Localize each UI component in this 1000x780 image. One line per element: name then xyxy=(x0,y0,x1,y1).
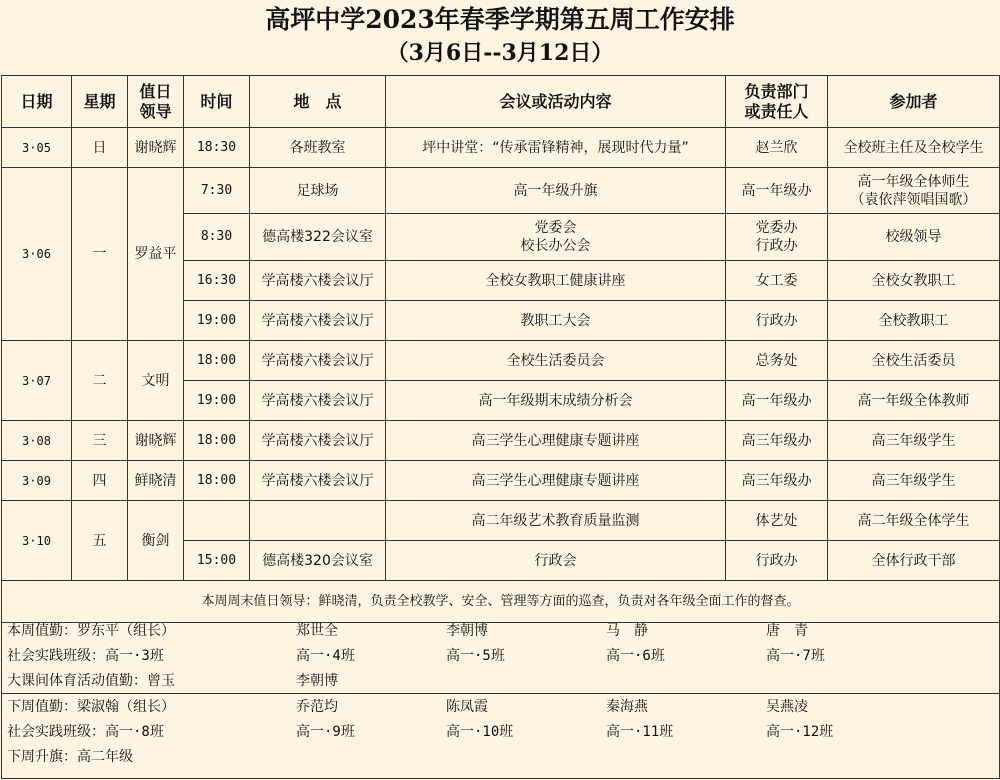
event-content: 高三学生心理健康专题讲座 xyxy=(386,461,726,501)
event-dept: 总务处 xyxy=(726,341,828,381)
table-row xyxy=(2,501,1000,541)
event-place: 学高楼六楼会议厅 xyxy=(250,461,386,501)
day-leader: 鲜晓清 xyxy=(128,461,184,501)
next-week-duty-label: 下周值勤：梁淑翰（组长） xyxy=(7,699,175,715)
day-leader: 文明 xyxy=(128,341,184,421)
recess-duty-row xyxy=(2,668,999,693)
this-week-section xyxy=(2,618,999,693)
practice-class: 高一·5班 xyxy=(446,648,505,664)
event-place: 学高楼六楼会议厅 xyxy=(250,261,386,301)
header-time: 时间 xyxy=(184,76,250,128)
table-row xyxy=(2,168,1000,214)
event-place: 德高楼320会议室 xyxy=(250,541,386,581)
day-leader: 谢晓辉 xyxy=(128,128,184,168)
event-time: 18:00 xyxy=(184,341,250,381)
event-place: 学高楼六楼会议厅 xyxy=(250,381,386,421)
weekend-note-row xyxy=(2,581,1000,623)
practice-class: 高一·7班 xyxy=(766,648,825,664)
duty-member: 郑世全 xyxy=(296,623,338,639)
practice-class: 高一·6班 xyxy=(606,648,665,664)
duty-member: 秦海燕 xyxy=(606,699,648,715)
day-date: 3·08 xyxy=(2,421,72,461)
event-time: 8:30 xyxy=(184,214,250,261)
event-place: 德高楼322会议室 xyxy=(250,214,386,261)
day-weekday: 三 xyxy=(72,421,128,461)
event-content: 行政会 xyxy=(386,541,726,581)
day-weekday: 四 xyxy=(72,461,128,501)
event-content: 全校女教职工健康讲座 xyxy=(386,261,726,301)
next-week-section xyxy=(2,693,999,769)
duty-member: 乔范均 xyxy=(296,699,338,715)
recess-duty-label: 大课间体育活动值勤：曾玉 xyxy=(7,673,175,689)
event-time: 16:30 xyxy=(184,261,250,301)
day-weekday: 一 xyxy=(72,168,128,341)
table-row xyxy=(2,341,1000,381)
this-week-class-row xyxy=(2,643,999,668)
event-participants: 全校教职工 xyxy=(828,301,1000,341)
this-week-duty-label: 本周值勤：罗东平（组长） xyxy=(7,623,175,639)
event-dept: 高一年级办 xyxy=(726,381,828,421)
next-week-flag-row xyxy=(2,744,999,769)
event-content: 高一年级升旗 xyxy=(386,168,726,214)
event-dept: 体艺处 xyxy=(726,501,828,541)
practice-class: 高一·4班 xyxy=(296,648,355,664)
day-date: 3·05 xyxy=(2,128,72,168)
header-participants: 参加者 xyxy=(828,76,1000,128)
event-time: 7:30 xyxy=(184,168,250,214)
event-content: 党委会 校长办公会 xyxy=(386,214,726,261)
event-place: 足球场 xyxy=(250,168,386,214)
header-leader: 值日 领导 xyxy=(128,76,184,128)
event-time: 18:00 xyxy=(184,421,250,461)
recess-member: 李朝博 xyxy=(296,673,338,689)
next-week-class-row xyxy=(2,719,999,744)
practice-class: 高一·11班 xyxy=(606,724,674,740)
duty-member: 李朝博 xyxy=(446,623,488,639)
page-subtitle: （3月6日--3月12日） xyxy=(386,40,614,66)
event-time: 19:00 xyxy=(184,381,250,421)
header-dept: 负责部门 或责任人 xyxy=(726,76,828,128)
weekend-note: 本周周末值日领导：鲜晓清，负责全校教学、安全、管理等方面的巡查，负责对各年级全面工作的督查。 xyxy=(2,581,1000,623)
event-participants: 高一年级全体教师 xyxy=(828,381,1000,421)
event-place: 学高楼六楼会议厅 xyxy=(250,301,386,341)
duty-member: 唐 青 xyxy=(766,623,808,639)
event-dept: 行政办 xyxy=(726,541,828,581)
header-content: 会议或活动内容 xyxy=(386,76,726,128)
day-leader: 衡剑 xyxy=(128,501,184,581)
event-participants: 高二年级全体学生 xyxy=(828,501,1000,541)
header-weekday: 星期 xyxy=(72,76,128,128)
event-content: 高二年级艺术教育质量监测 xyxy=(386,501,726,541)
event-dept: 高三年级办 xyxy=(726,421,828,461)
event-content: 教职工大会 xyxy=(386,301,726,341)
event-dept: 高一年级办 xyxy=(726,168,828,214)
event-time: 19:00 xyxy=(184,301,250,341)
event-dept: 女工委 xyxy=(726,261,828,301)
event-participants: 全校班主任及全校学生 xyxy=(828,128,1000,168)
practice-class: 高一·9班 xyxy=(296,724,355,740)
event-time xyxy=(184,501,250,541)
page-title: 高坪中学2023年春季学期第五周工作安排 xyxy=(265,5,735,34)
duty-member: 陈凤霞 xyxy=(446,699,488,715)
header-date: 日期 xyxy=(2,76,72,128)
day-date: 3·10 xyxy=(2,501,72,581)
duty-member: 马 静 xyxy=(606,623,648,639)
event-participants: 高三年级学生 xyxy=(828,421,1000,461)
day-weekday: 五 xyxy=(72,501,128,581)
this-week-class-label: 社会实践班级：高一·3班 xyxy=(7,648,164,664)
day-weekday: 二 xyxy=(72,341,128,421)
next-week-flag-label: 下周升旗：高二年级 xyxy=(7,749,133,765)
event-dept: 行政办 xyxy=(726,301,828,341)
event-time: 18:30 xyxy=(184,128,250,168)
event-content: 全校生活委员会 xyxy=(386,341,726,381)
duty-member: 吴燕凌 xyxy=(766,699,808,715)
event-dept: 党委办 行政办 xyxy=(726,214,828,261)
event-participants: 校级领导 xyxy=(828,214,1000,261)
event-time: 15:00 xyxy=(184,541,250,581)
this-week-duty-row xyxy=(2,618,999,643)
event-dept: 赵兰欣 xyxy=(726,128,828,168)
next-week-duty-row xyxy=(2,694,999,719)
table-row xyxy=(2,461,1000,501)
event-place xyxy=(250,501,386,541)
header-row xyxy=(2,76,1000,128)
event-place: 学高楼六楼会议厅 xyxy=(250,341,386,381)
event-participants: 全校女教职工 xyxy=(828,261,1000,301)
event-participants: 高一年级全体师生 （袁依萍领唱国歌） xyxy=(828,168,1000,214)
event-participants: 高三年级学生 xyxy=(828,461,1000,501)
day-leader: 罗益平 xyxy=(128,168,184,341)
next-week-class-label: 社会实践班级：高一·8班 xyxy=(7,724,164,740)
table-row xyxy=(2,421,1000,461)
practice-class: 高一·10班 xyxy=(446,724,514,740)
event-content: 高一年级期末成绩分析会 xyxy=(386,381,726,421)
day-weekday: 日 xyxy=(72,128,128,168)
event-place: 学高楼六楼会议厅 xyxy=(250,421,386,461)
table-row xyxy=(2,128,1000,168)
event-content: 坪中讲堂：“传承雷锋精神，展现时代力量” xyxy=(386,128,726,168)
event-time: 18:00 xyxy=(184,461,250,501)
event-participants: 全体行政干部 xyxy=(828,541,1000,581)
event-place: 各班教室 xyxy=(250,128,386,168)
practice-class: 高一·12班 xyxy=(766,724,834,740)
day-leader: 谢晓辉 xyxy=(128,421,184,461)
day-date: 3·07 xyxy=(2,341,72,421)
duty-roster xyxy=(1,618,1000,779)
day-date: 3·09 xyxy=(2,461,72,501)
day-date: 3·06 xyxy=(2,168,72,341)
event-participants: 全校生活委员 xyxy=(828,341,1000,381)
schedule-table xyxy=(1,75,1000,623)
event-content: 高三学生心理健康专题讲座 xyxy=(386,421,726,461)
event-dept: 高三年级办 xyxy=(726,461,828,501)
header-place: 地 点 xyxy=(250,76,386,128)
